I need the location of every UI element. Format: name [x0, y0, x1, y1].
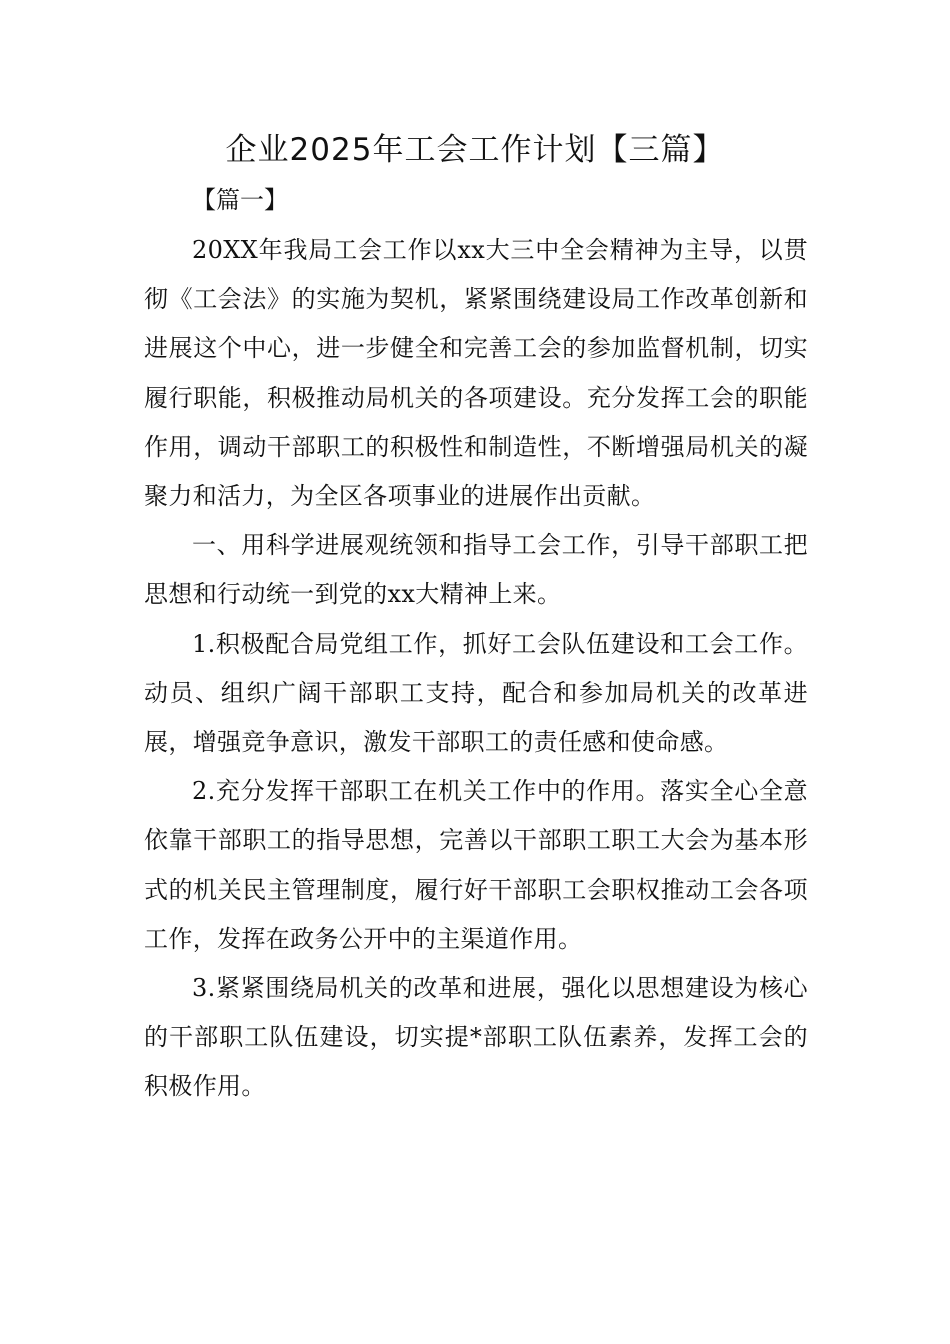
paragraph-section-one: 一、用科学进展观统领和指导工会工作，引导干部职工把思想和行动统一到党的xx大精神上来。 — [144, 531, 808, 609]
paragraph-item-3: 3.紧紧围绕局机关的改革和进展，强化以思想建设为核心的干部职工队伍建设，切实提*部职工队伍素养，发挥工会的积极作用。 — [144, 974, 808, 1101]
section-heading: 【篇一】 — [192, 186, 288, 214]
document-body — [144, 226, 808, 1112]
paragraph-intro: 20XX年我局工会工作以xx大三中全会精神为主导，以贯彻《工会法》的实施为契机，紧紧围绕建设局工作改革创新和进展这个中心，进一步健全和完善工会的参加监督机制，切实履行职能，积极推动局机关的各项建设。充分发挥工会的职能作用，调动干部职工的积极性和制造性，不断增强局机关的凝聚力和活力，为全区各项事业的进展作出贡献。 — [144, 236, 808, 511]
document-title: 企业2025年工会工作计划【三篇】 — [225, 132, 725, 168]
paragraph-item-2: 2.充分发挥干部职工在机关工作中的作用。落实全心全意依靠干部职工的指导思想，完善以干部职工职工大会为基本形式的机关民主管理制度，履行好干部职工会职权推动工会各项工作，发挥在政务公开中的主渠道作用。 — [144, 777, 808, 953]
paragraph-item-1: 1.积极配合局党组工作，抓好工会队伍建设和工会工作。动员、组织广阔干部职工支持，配合和参加局机关的改革进展，增强竞争意识，激发干部职工的责任感和使命感。 — [144, 629, 808, 757]
